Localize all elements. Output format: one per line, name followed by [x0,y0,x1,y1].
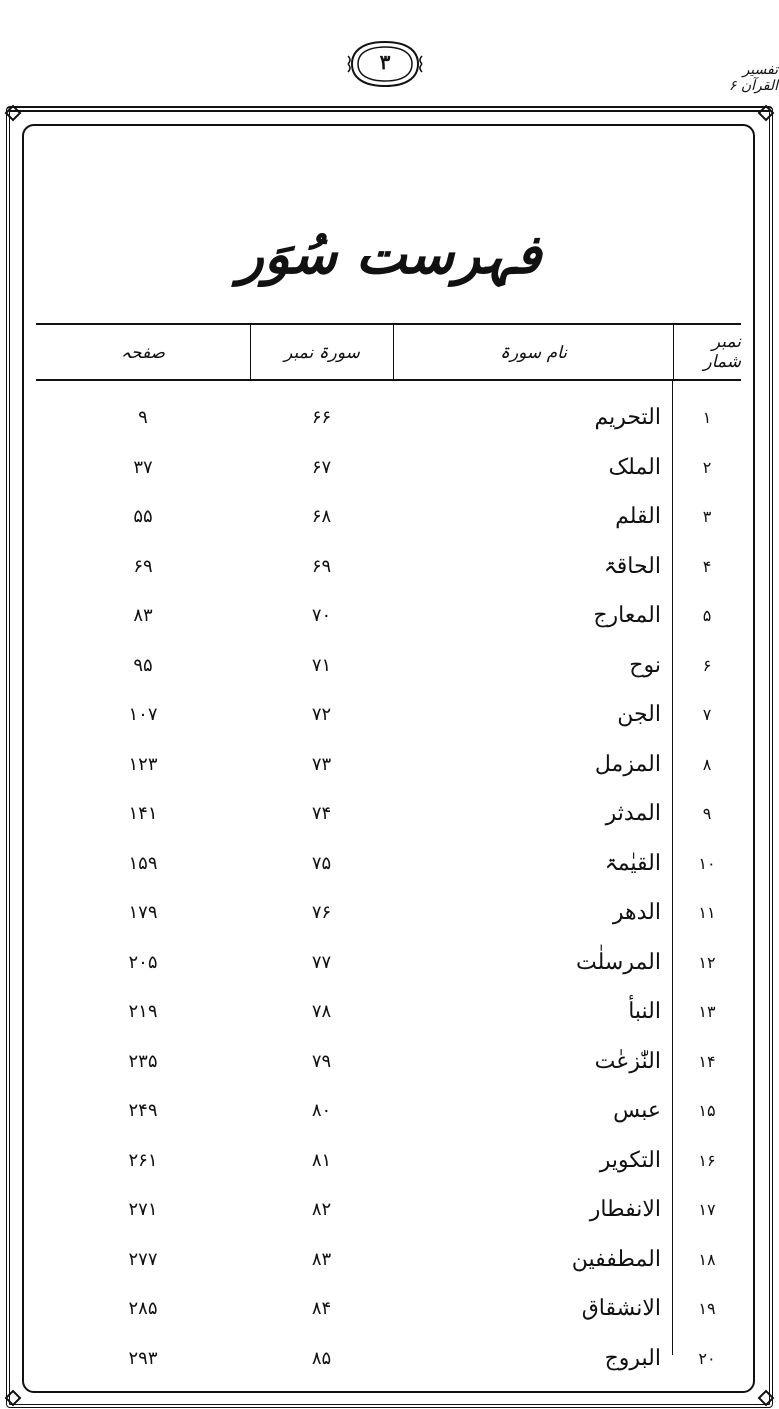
table-row [36,987,741,1037]
header-serial: نمبر شمار [673,325,741,379]
row-surah-name: الانشقاق [581,1296,661,1322]
book-name-header: تفسیر القرآن ۶ [728,62,778,94]
row-serial: ۱۶ [698,1150,716,1170]
row-surah-number: ۸۵ [311,1347,332,1369]
table-row [36,1086,741,1136]
table-row [36,591,741,641]
header-surah-name: نام سورۃ [393,325,673,379]
row-surah-number: ۶۹ [311,555,332,577]
row-serial: ۱۳ [698,1002,716,1022]
header-surah-number: سورۃ نمبر [250,325,393,379]
header-page: صفحہ [121,342,165,363]
row-page: ۸۳ [133,605,153,627]
row-page: ۱۰۷ [128,704,158,726]
row-surah-number: ۶۶ [311,407,332,429]
page-number: ۳ [379,50,391,74]
table-row [36,1235,741,1285]
row-page: ۲۳۵ [128,1050,158,1072]
row-surah-number: ۷۲ [311,704,332,726]
row-surah-name: القیٰمۃ [604,850,661,876]
row-surah-name: المرسلٰت [576,949,661,975]
row-surah-name: القلم [615,504,661,530]
row-surah-name: التحریم [594,405,661,431]
row-page: ۵۵ [133,506,153,528]
row-page: ۱۲۳ [128,753,158,775]
row-page: ۱۷۹ [128,902,158,924]
row-surah-number: ۷۵ [311,852,332,874]
row-surah-name: الانفطار [589,1197,661,1223]
row-page: ۱۵۹ [128,852,158,874]
row-surah-number: ۶۸ [311,506,332,528]
row-page: ۲۴۹ [128,1100,158,1122]
row-surah-number: ۸۰ [311,1100,332,1122]
row-surah-name: المعارج [593,603,661,629]
table-header-row [36,323,741,381]
table-row [36,789,741,839]
row-surah-number: ۸۲ [311,1199,332,1221]
table-row [36,393,741,443]
row-surah-number: ۸۳ [311,1248,332,1270]
row-serial: ۲۰ [698,1348,716,1368]
row-page: ۹ [138,407,148,429]
column-divider [672,381,674,1355]
row-page: ۲۰۵ [128,951,158,973]
row-serial: ۹ [702,804,712,824]
row-page: ۹۵ [133,654,153,676]
table-row [36,1037,741,1087]
row-serial: ۳ [702,507,712,527]
row-surah-name: المدثر [605,801,661,827]
row-surah-number: ۷۰ [311,605,332,627]
row-surah-number: ۷۷ [311,951,332,973]
row-surah-number: ۷۴ [311,803,332,825]
table-row [36,1185,741,1235]
row-page: ۲۹۳ [128,1347,158,1369]
row-surah-number: ۸۴ [311,1298,332,1320]
row-surah-name: البروج [604,1345,661,1371]
row-serial: ۱۹ [698,1299,716,1319]
row-surah-name: الحاقۃ [603,553,661,579]
table-row [36,690,741,740]
page-title: فہرست سُوَر [237,222,542,286]
row-surah-number: ۷۶ [311,902,332,924]
row-surah-name: عبس [613,1098,661,1124]
row-serial: ۶ [702,655,712,675]
row-surah-name: المزمل [594,751,661,777]
row-surah-name: النبأ [628,999,661,1025]
row-serial: ۵ [702,606,712,626]
row-page: ۱۴۱ [128,803,158,825]
table-row [36,1334,741,1384]
row-surah-number: ۷۳ [311,753,332,775]
row-page: ۲۸۵ [128,1298,158,1320]
corner-ornament-icon [4,1389,22,1407]
row-serial: ۱۲ [698,952,716,972]
table-row [36,1284,741,1334]
row-page: ۲۱۹ [128,1001,158,1023]
row-serial: ۱۸ [698,1249,716,1269]
surah-index-table [36,323,741,1371]
corner-ornament-icon [4,104,22,122]
row-surah-name: التکویر [599,1147,661,1173]
table-body [36,381,741,1371]
table-row [36,740,741,790]
row-surah-name: نوح [629,652,661,678]
row-page: ۲۶۱ [128,1149,158,1171]
row-surah-name: الجن [617,702,661,728]
row-serial: ۱۵ [698,1101,716,1121]
row-serial: ۴ [702,556,712,576]
row-serial: ۸ [702,754,712,774]
row-serial: ۱۰ [698,853,716,873]
corner-ornament-icon [757,1389,775,1407]
row-surah-number: ۷۹ [311,1050,332,1072]
table-row [36,443,741,493]
row-surah-number: ۸۱ [311,1149,332,1171]
row-surah-name: الملک [608,454,661,480]
row-page: ۶۹ [133,555,153,577]
row-serial: ۲ [702,457,712,477]
row-page: ۲۷۷ [128,1248,158,1270]
table-row [36,839,741,889]
table-row [36,542,741,592]
corner-ornament-icon [757,104,775,122]
table-row [36,492,741,542]
table-row [36,888,741,938]
row-surah-name: الدھر [612,900,661,926]
row-surah-name: المطففین [571,1246,661,1272]
table-row [36,938,741,988]
row-surah-number: ۶۷ [311,456,332,478]
row-serial: ۱۷ [698,1200,716,1220]
table-row [36,641,741,691]
row-surah-number: ۷۸ [311,1001,332,1023]
table-row [36,1136,741,1186]
row-page: ۳۷ [133,456,153,478]
row-serial: ۱۴ [698,1051,716,1071]
row-serial: ۱۱ [698,903,716,923]
row-surah-name: النّٰزعٰت [594,1048,661,1074]
row-serial: ۱ [702,408,712,428]
row-surah-number: ۷۱ [311,654,332,676]
row-serial: ۷ [702,705,712,725]
row-page: ۲۷۱ [128,1199,158,1221]
